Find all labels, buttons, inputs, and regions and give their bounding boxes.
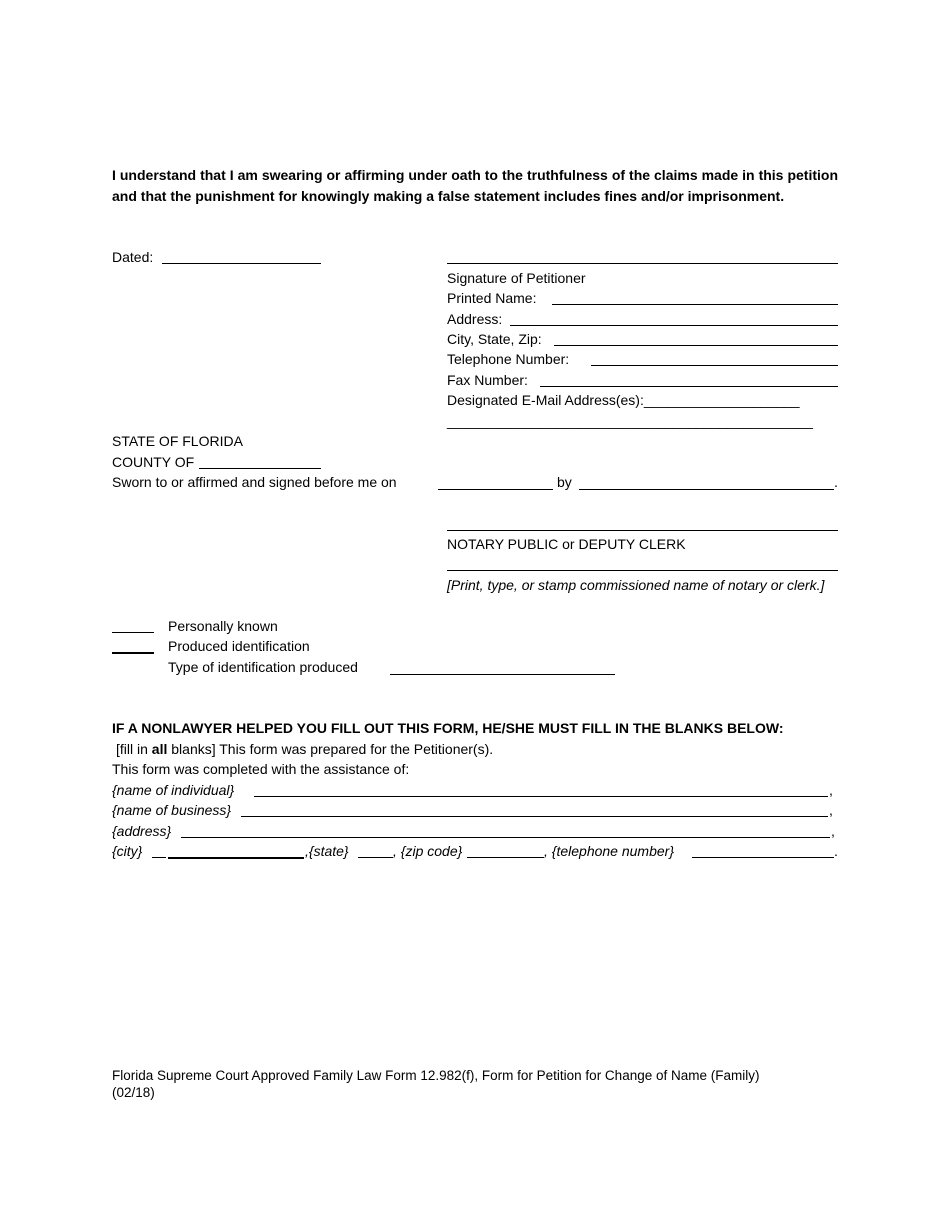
fill-all: all: [151, 741, 168, 757]
email-field[interactable]: ____________________: [643, 392, 800, 408]
footer-date: (02/18): [112, 1085, 155, 1100]
city-state-zip-field[interactable]: [554, 345, 838, 346]
address-label: Address:: [447, 311, 503, 327]
name-business-label: {name of business}: [112, 802, 232, 818]
nl-address-field[interactable]: [181, 837, 830, 838]
nl-address-comma: ,: [831, 823, 835, 839]
notary-title: NOTARY PUBLIC or DEPUTY CLERK: [447, 536, 686, 552]
address-field[interactable]: [510, 325, 838, 326]
sworn-by-field[interactable]: [579, 489, 834, 490]
dated-label: Dated:: [112, 249, 154, 265]
printed-name-field[interactable]: [552, 304, 838, 305]
email-label: [447, 391, 800, 409]
state-label: STATE OF FLORIDA: [112, 433, 243, 449]
nl-city-field[interactable]: [168, 857, 304, 859]
notary-print-note: [Print, type, or stamp commissioned name of notary or clerk.]: [447, 577, 825, 593]
footer-form-title: Florida Supreme Court Approved Family Law Form 12.982(f), Form for Petition for Change of Name (Family): [112, 1068, 760, 1083]
nonlawyer-heading: IF A NONLAWYER HELPED YOU FILL OUT THIS FORM, HE/SHE MUST FILL IN THE BLANKS BELOW:: [112, 720, 784, 736]
assistance-label: This form was completed with the assistance of:: [112, 761, 410, 777]
nl-telephone-label: , {telephone number}: [544, 843, 674, 859]
name-individual-comma: ,: [829, 782, 833, 798]
county-field[interactable]: [199, 468, 321, 469]
sworn-period: .: [834, 474, 838, 490]
name-business-comma: ,: [829, 802, 833, 818]
telephone-label: Telephone Number:: [447, 351, 570, 367]
nl-zip-label: , {zip code}: [393, 843, 463, 859]
fill-prefix: [fill in: [116, 741, 152, 757]
notary-signature-field[interactable]: [447, 530, 838, 531]
petitioner-signature-field[interactable]: [447, 263, 838, 264]
personally-known-label: Personally known: [168, 618, 278, 634]
nl-zip-field[interactable]: [467, 857, 544, 858]
name-individual-field[interactable]: [254, 796, 828, 797]
dated-field[interactable]: [162, 263, 321, 264]
nl-address-label: {address}: [112, 823, 172, 839]
by-label: by: [557, 474, 572, 490]
name-business-field[interactable]: [241, 816, 828, 817]
fill-instructions: [116, 740, 493, 758]
email-label-text: Designated E-Mail Address(es):: [447, 392, 644, 408]
nl-state-label: ,{state}: [305, 843, 349, 859]
nl-period: .: [834, 843, 838, 859]
signature-label: Signature of Petitioner: [447, 270, 586, 286]
id-type-field[interactable]: [390, 674, 615, 675]
produced-identification-label: Produced identification: [168, 638, 310, 654]
personally-known-blank[interactable]: [112, 632, 154, 633]
nl-telephone-field[interactable]: [692, 857, 834, 858]
city-state-zip-label: City, State, Zip:: [447, 331, 542, 347]
sworn-label: Sworn to or affirmed and signed before me on: [112, 474, 397, 490]
fax-label: Fax Number:: [447, 372, 528, 388]
fax-field[interactable]: [540, 386, 838, 387]
name-individual-label: {name of individual}: [112, 782, 235, 798]
nl-city-field-lead[interactable]: [152, 857, 166, 858]
telephone-field[interactable]: [591, 365, 838, 366]
county-label: COUNTY OF: [112, 454, 195, 470]
produced-identification-blank[interactable]: [112, 652, 154, 654]
nl-city-label: {city}: [112, 843, 143, 859]
printed-name-label: Printed Name:: [447, 290, 537, 306]
id-type-label: Type of identification produced: [168, 659, 358, 675]
fill-suffix: blanks] This form was prepared for the Petitioner(s).: [167, 741, 494, 757]
sworn-date-field[interactable]: [438, 489, 553, 490]
notary-name-field[interactable]: [447, 570, 838, 571]
nl-state-field[interactable]: [358, 857, 393, 858]
oath-statement: I understand that I am swearing or affirming under oath to the truthfulness of the claims made in this petition and that the punishment for knowingly making a false statement includes fines and/or imprisonment.: [112, 167, 838, 204]
email-field-line2[interactable]: _______________________________________________: [447, 413, 813, 429]
